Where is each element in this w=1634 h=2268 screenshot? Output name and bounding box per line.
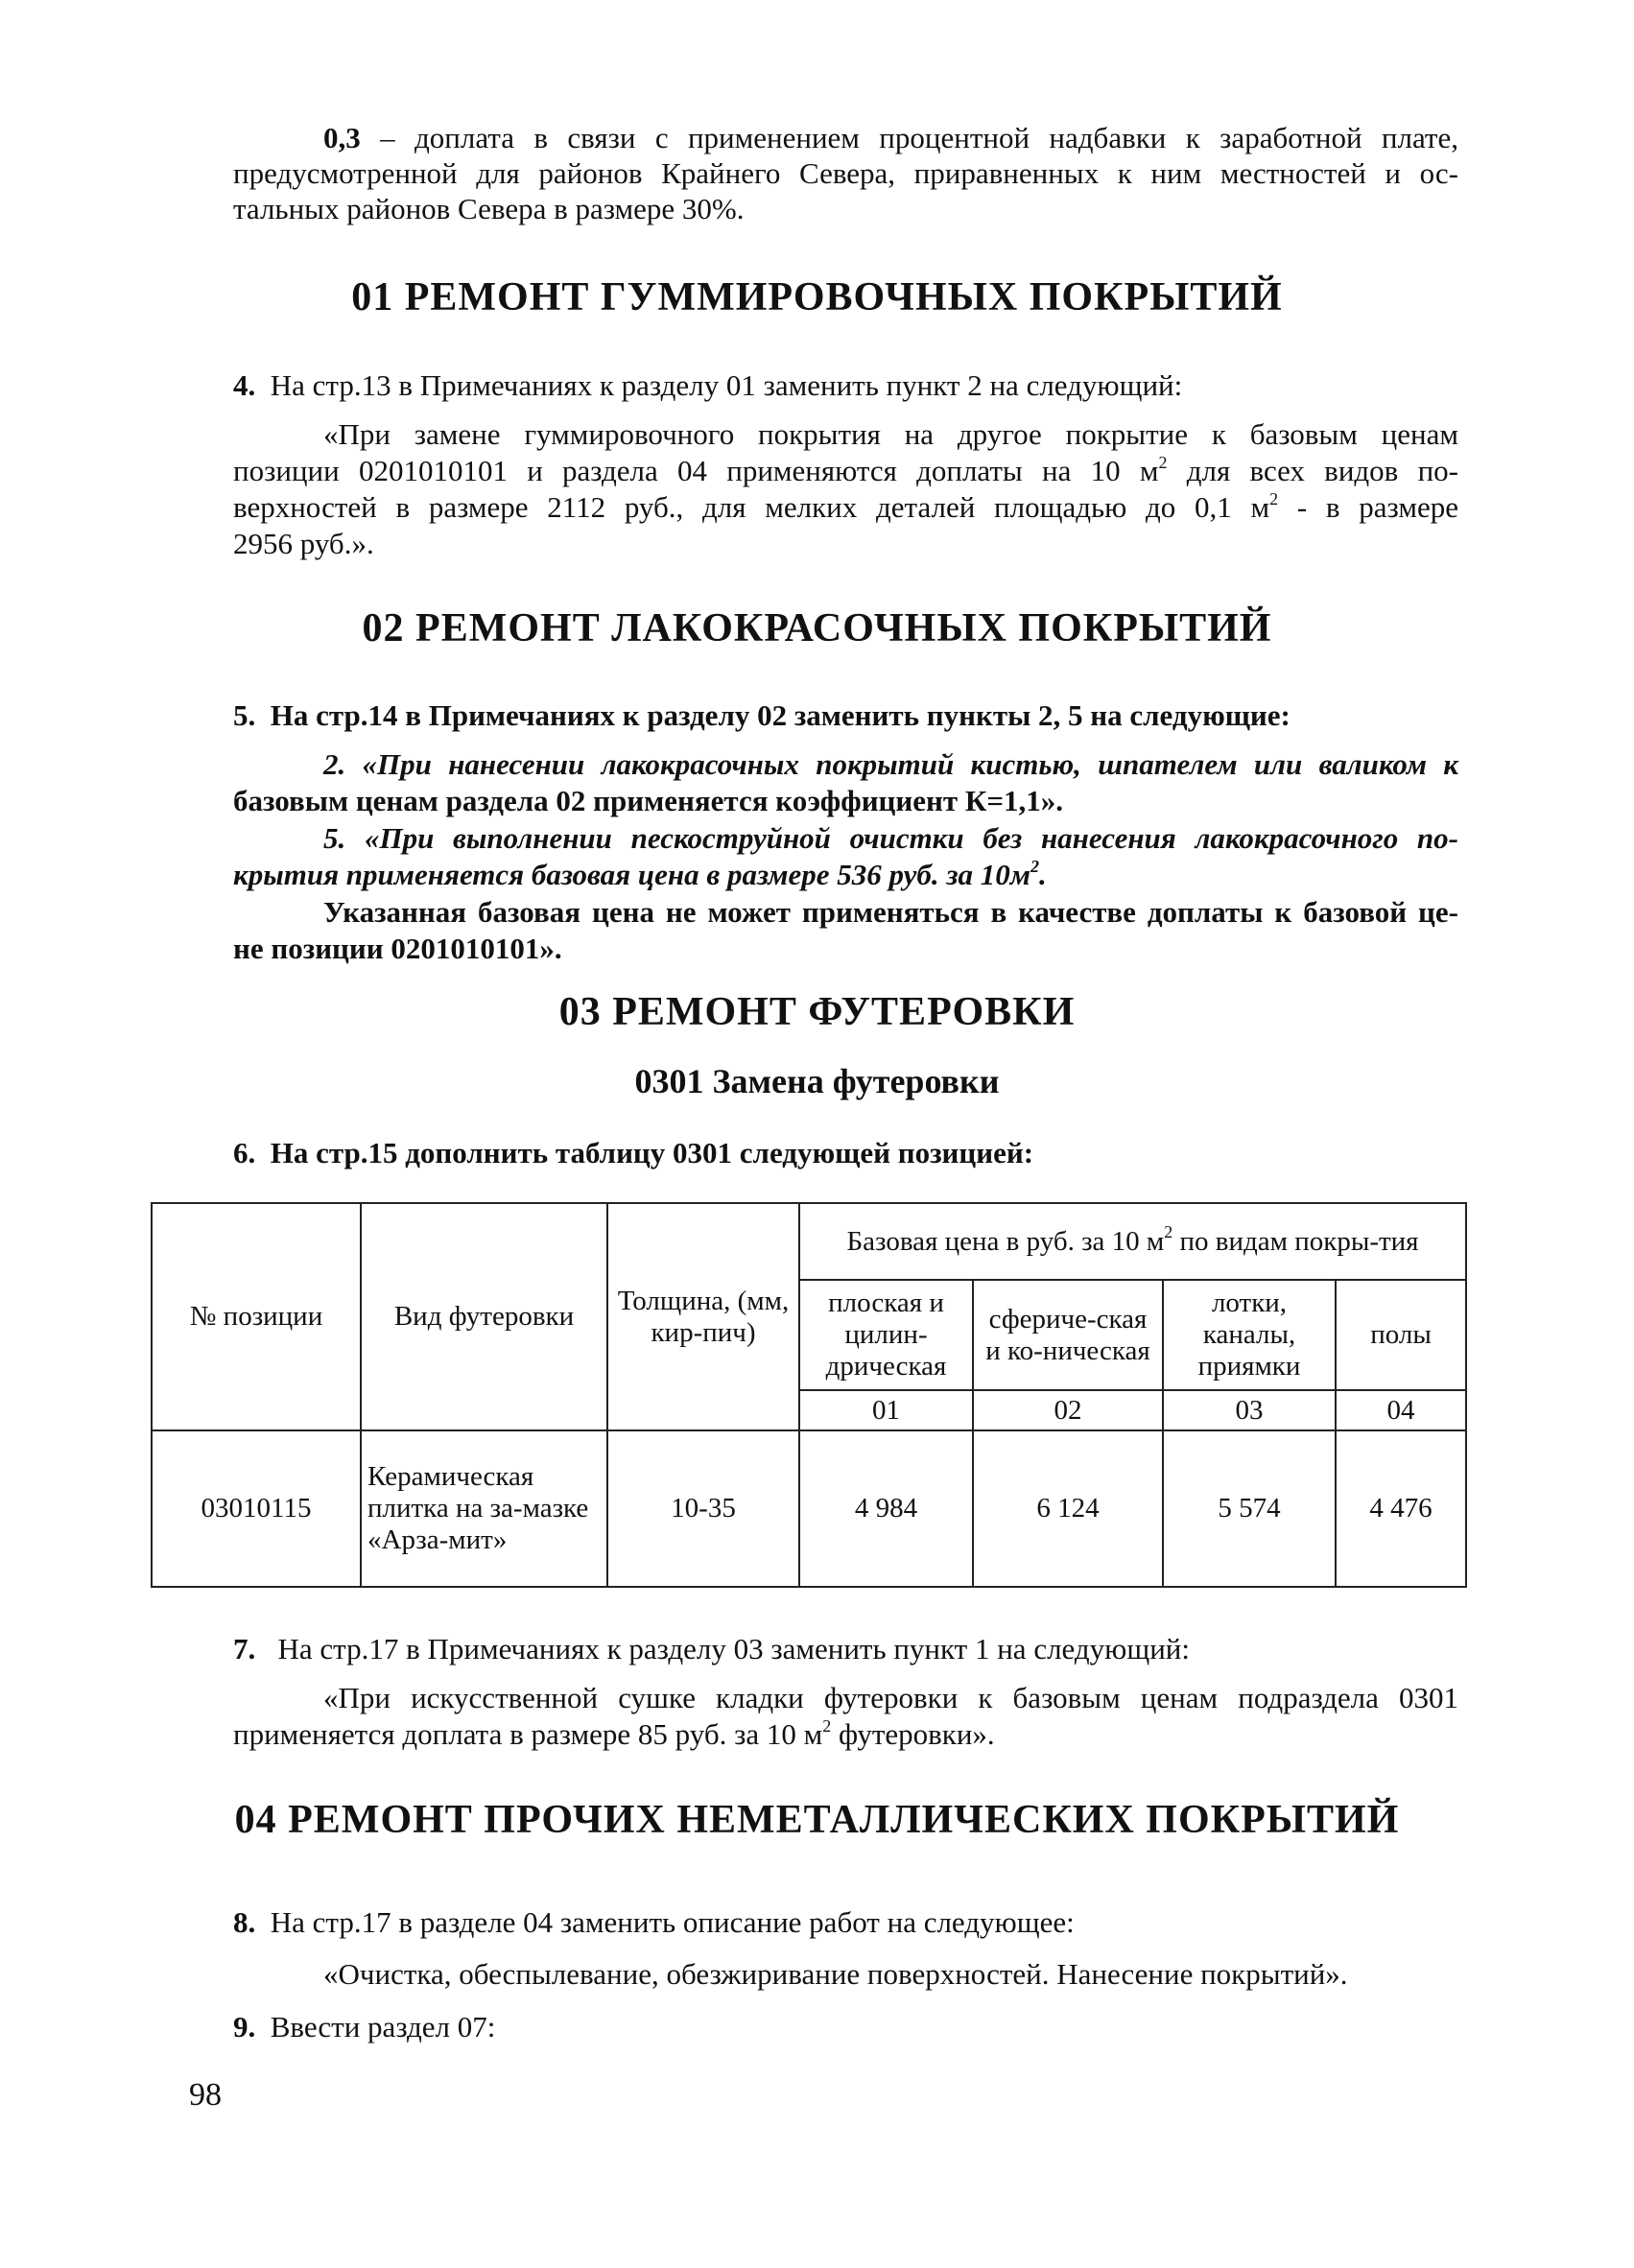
code-cell: 01 (799, 1390, 973, 1430)
cell-price: 4 476 (1336, 1430, 1466, 1587)
lining-price-table (151, 1202, 1467, 1588)
quote-line-3-part-b: - в размере (1278, 490, 1458, 524)
section-03-subtitle: 0301 Замена футеровки (634, 1062, 1000, 1100)
item-4-text: На стр.13 в Примечаниях к разделу 01 заменить пункт 2 на следующий: (270, 368, 1183, 402)
superscript-2: 2 (822, 1716, 832, 1736)
intro-value: 0,3 (323, 121, 361, 154)
section-02-point-5-line-3: Указанная базовая цена не может применяться в качестве доплаты к базовой це- (323, 895, 1458, 929)
section-02-title: 02 РЕМОНТ ЛАКОКРАСОЧНЫХ ПОКРЫТИЙ (362, 606, 1272, 650)
item-6-text: На стр.15 дополнить таблицу 0301 следующей позицией: (270, 1136, 1034, 1169)
item-9-number: 9. (233, 2010, 256, 2044)
section-01-title: 01 РЕМОНТ ГУММИРОВОЧНЫХ ПОКРЫТИЙ (351, 275, 1283, 319)
header-base-price-part-a: Базовая цена в руб. за 10 м (846, 1225, 1165, 1257)
section-02-point-2-line-2: базовым ценам раздела 02 применяется коэффициент К=1,1». (233, 784, 1064, 817)
item-8-text: На стр.17 в разделе 04 заменить описание работ на следующее: (270, 1905, 1075, 1939)
superscript-2: 2 (1269, 489, 1279, 508)
header-lining-type: Вид футеровки (361, 1203, 607, 1430)
table-header-row (152, 1203, 1466, 1280)
item-7-number: 7. (233, 1632, 256, 1666)
quote-7-part-b: футеровки». (831, 1717, 995, 1751)
code-cell: 02 (973, 1390, 1163, 1430)
section-03-title: 03 РЕМОНТ ФУТЕРОВКИ (558, 990, 1076, 1034)
item-4-number: 4. (233, 368, 256, 402)
intro-line-1-text: – доплата в связи с применением процентной надбавки к заработной плате, (360, 121, 1458, 154)
section-03-quote-line-2 (233, 1716, 995, 1752)
item-8 (233, 1904, 1075, 1940)
section-01-quote-line-1: «При замене гуммировочного покрытия на другое покрытие к базовым ценам (323, 417, 1458, 451)
item-9-text: Ввести раздел 07: (270, 2010, 496, 2044)
quote-line-3-part-a: верхностей в размере 2112 руб., для мелких деталей площадью до 0,1 м (233, 490, 1270, 524)
section-03-quote-line-1: «При искусственной сушке кладки футеровки к базовым ценам подраздела 0301 (323, 1681, 1458, 1714)
item-7-text: На стр.17 в Примечаниях к разделу 03 заменить пункт 1 на следующий: (277, 1632, 1190, 1666)
section-02-point-5-line-4: не позиции 0201010101». (233, 932, 562, 965)
superscript-2: 2 (1030, 857, 1039, 876)
quote-7-part-a: применяется доплата в размере 85 руб. за 10 м (233, 1717, 823, 1751)
intro-line-2: предусмотренной для районов Крайнего Севера, приравненных к ним местностей и ос- (233, 156, 1458, 190)
page-number: 98 (189, 2077, 222, 2113)
cell-lining-type: Керамическая плитка на за-мазке «Арза-мит» (361, 1430, 607, 1587)
cell-position: 03010115 (152, 1430, 361, 1587)
header-floors: полы (1336, 1280, 1466, 1390)
header-base-price-part-b: по видам покры-тия (1172, 1225, 1419, 1257)
header-spherical-conical: сфериче-ская и ко-ническая (973, 1280, 1163, 1390)
point-5-line-2-part-b: . (1038, 858, 1047, 891)
cell-thickness: 10-35 (607, 1430, 799, 1587)
section-02-point-5-line-2 (233, 857, 1047, 892)
item-8-number: 8. (233, 1905, 256, 1939)
quote-line-2-part-b: для всех видов по- (1167, 454, 1458, 487)
cell-price: 4 984 (799, 1430, 973, 1587)
header-base-price (799, 1203, 1466, 1280)
item-6 (233, 1135, 1033, 1170)
item-5-number: 5. (233, 698, 256, 732)
quote-line-2-part-a: позиции 0201010101 и раздела 04 применяются доплаты на 10 м (233, 454, 1159, 487)
section-01-quote-line-3 (233, 489, 1458, 525)
superscript-2: 2 (1164, 1221, 1173, 1241)
item-9 (233, 2009, 495, 2044)
cell-price: 6 124 (973, 1430, 1163, 1587)
item-7 (233, 1631, 1190, 1666)
section-02-point-2-line-1: 2. «При нанесении лакокрасочных покрытий кистью, шпателем или валиком к (323, 747, 1458, 781)
intro-line-1 (323, 120, 1458, 155)
header-flat-cylindrical: плоская и цилин-дрическая (799, 1280, 973, 1390)
header-thickness: Толщина, (мм, кир-пич) (607, 1203, 799, 1430)
intro-line-3: тальных районов Севера в размере 30%. (233, 192, 745, 225)
code-cell: 04 (1336, 1390, 1466, 1430)
cell-price: 5 574 (1163, 1430, 1336, 1587)
item-5-text: На стр.14 в Примечаниях к разделу 02 заменить пункты 2, 5 на следующие: (270, 698, 1291, 732)
table-row (152, 1430, 1466, 1587)
item-5 (233, 697, 1291, 733)
item-6-number: 6. (233, 1136, 256, 1169)
header-position: № позиции (152, 1203, 361, 1430)
section-01-quote-line-4: 2956 руб.». (233, 527, 374, 560)
item-4 (233, 367, 1182, 403)
section-04-title: 04 РЕМОНТ ПРОЧИХ НЕМЕТАЛЛИЧЕСКИХ ПОКРЫТИЙ (234, 1798, 1400, 1842)
section-01-quote-line-2 (233, 453, 1458, 488)
code-cell: 03 (1163, 1390, 1336, 1430)
item-8-quote: «Очистка, обеспылевание, обезжиривание поверхностей. Нанесение покрытий». (323, 1957, 1348, 1991)
header-trays-channels: лотки, каналы, приямки (1163, 1280, 1336, 1390)
section-02-point-5-line-1: 5. «При выполнении пескоструйной очистки без нанесения лакокрасочного по- (323, 821, 1458, 855)
point-5-line-2-part-a: крытия применяется базовая цена в размере 536 руб. за 10м (233, 858, 1030, 891)
superscript-2: 2 (1158, 453, 1168, 472)
